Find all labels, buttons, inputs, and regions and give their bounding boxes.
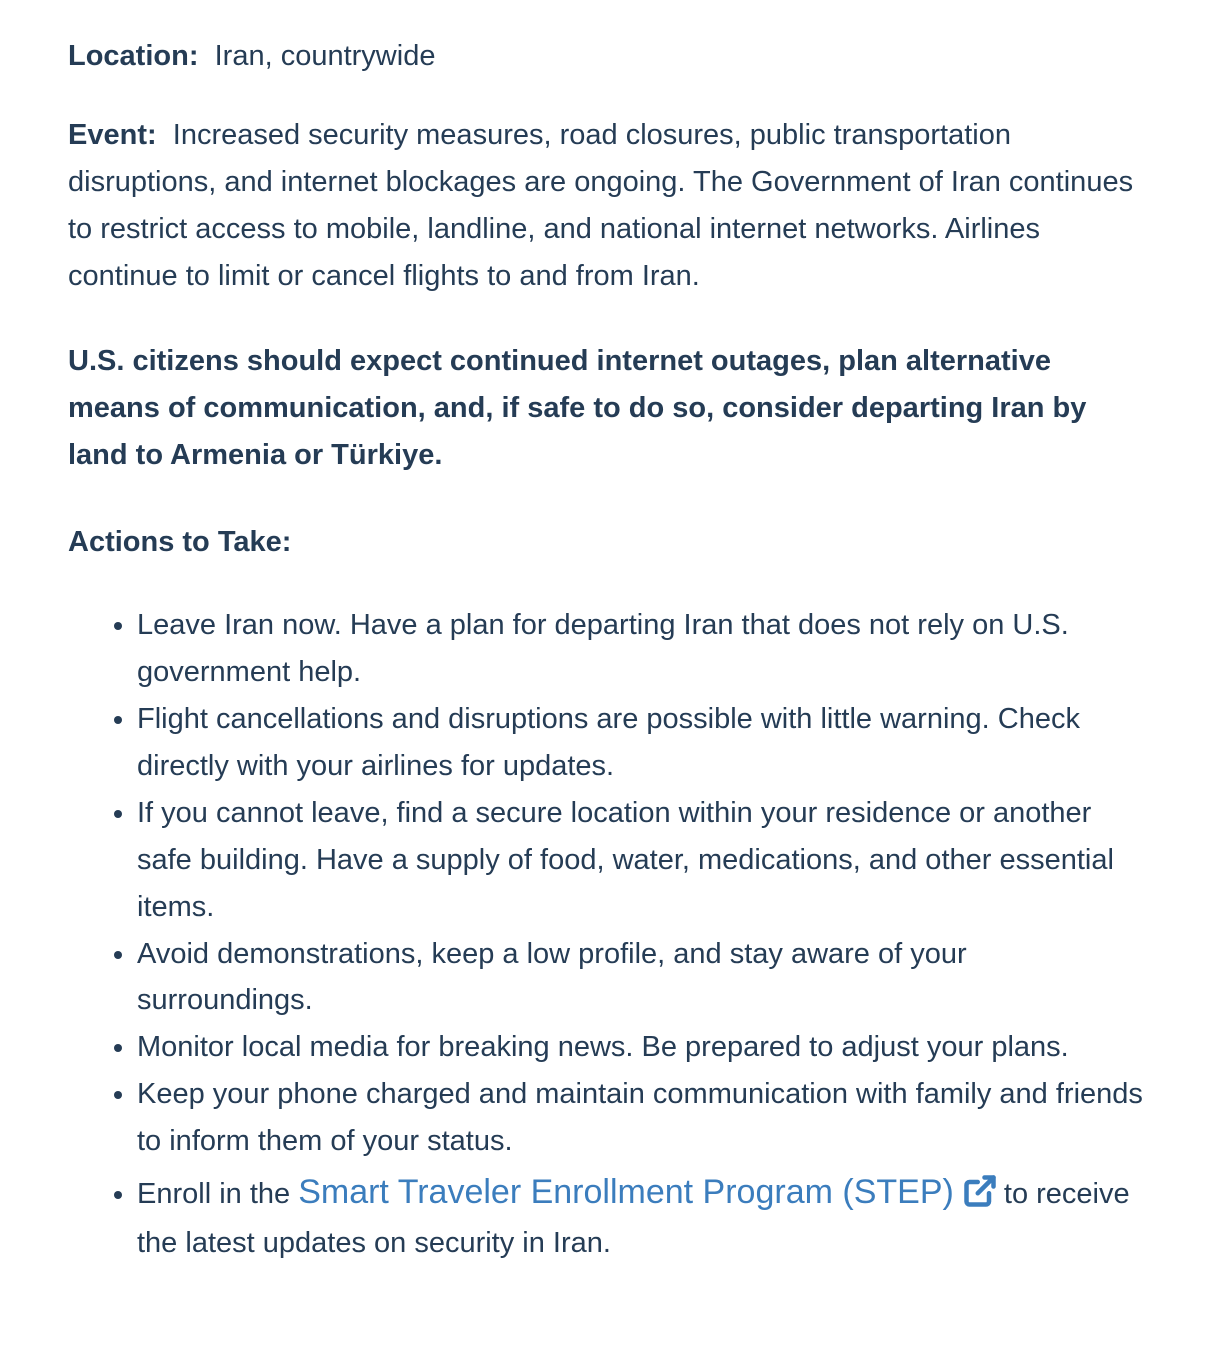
event-paragraph (68, 112, 1148, 300)
list-item: • Monitor local media for breaking news. Be prepared to adjust your plans. (137, 1024, 1148, 1071)
enroll-prefix: Enroll in the (137, 1178, 299, 1211)
list-item: • Flight cancellations and disruptions are possible with little warning. Check directly with your airlines for updates. (137, 696, 1148, 790)
actions-list (68, 602, 1148, 1268)
event-text: Increased security measures, road closures, public transportation disruptions, and internet blockages are ongoing. The Government of Iran continues to restrict access to mobile, landline, and national internet networks. Airlines continue to limit or cancel flights to and from Iran. (68, 118, 1134, 292)
list-item: • Leave Iran now. Have a plan for departing Iran that does not rely on U.S. government help. (137, 602, 1148, 696)
step-link[interactable]: Smart Traveler Enrollment Program (STEP) (298, 1173, 954, 1212)
warning-paragraph: U.S. citizens should expect continued internet outages, plan alternative means of communication, and, if safe to do so, consider departing Iran by land to Armenia or Türkiye. (68, 344, 1087, 471)
location-label: Location: (68, 40, 199, 72)
external-link-icon[interactable] (962, 1173, 998, 1209)
list-item: • If you cannot leave, find a secure location within your residence or another safe building. Have a supply of food, water, medications, and other essential items. (137, 790, 1148, 931)
location-value: Iran, countrywide (214, 40, 436, 72)
enroll-suffix: to receive the latest updates on security in Iran. (137, 1178, 1130, 1260)
list-item: • Keep your phone charged and maintain communication with family and friends to inform them of your status. (137, 1071, 1148, 1165)
list-item: • Avoid demonstrations, keep a low profile, and stay aware of your surroundings. (137, 931, 1148, 1025)
list-item-enroll (137, 1165, 1148, 1267)
location-line (68, 33, 1148, 80)
actions-heading: Actions to Take: (68, 525, 292, 558)
event-label: Event: (68, 118, 157, 151)
